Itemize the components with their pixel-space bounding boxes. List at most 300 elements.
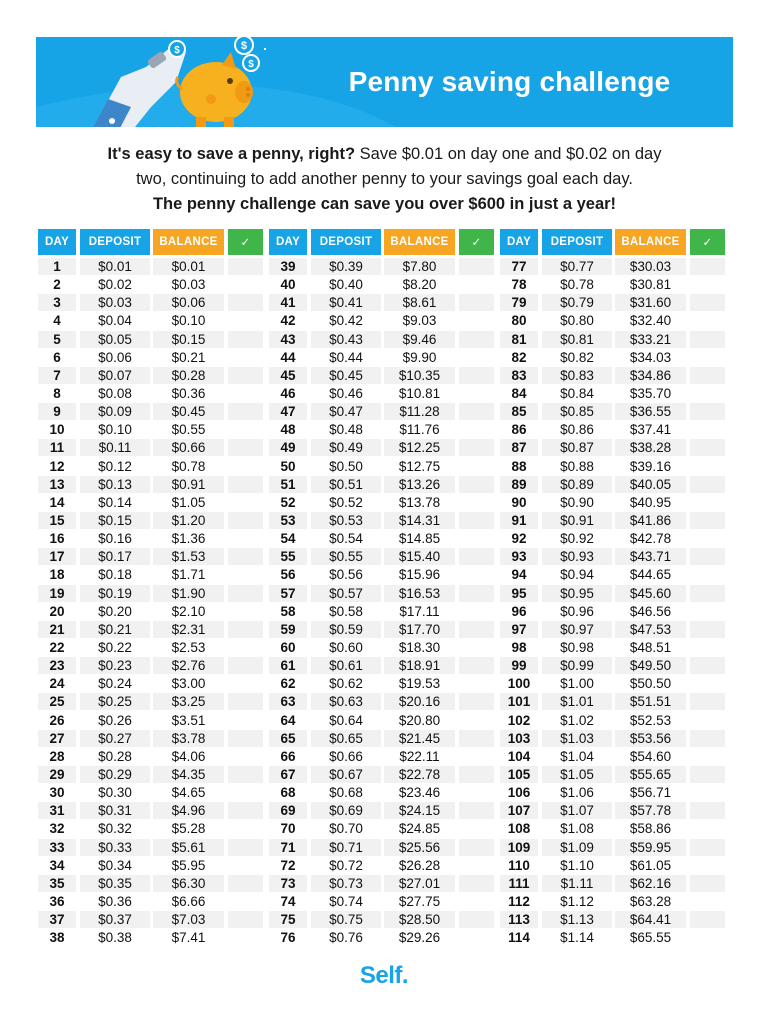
checkbox-cell[interactable]: [690, 784, 725, 801]
table-row: [38, 784, 263, 802]
balance-cell: $27.75: [398, 893, 441, 909]
table-row: [38, 603, 263, 621]
checkbox-cell[interactable]: [690, 585, 725, 602]
balance-cell: $15.40: [384, 548, 455, 565]
checkbox-cell[interactable]: [690, 748, 725, 765]
deposit-cell: $0.29: [80, 766, 150, 783]
checkbox-cell[interactable]: [459, 349, 494, 366]
balance-cell: $9.46: [384, 331, 455, 348]
balance-cell: $65.55: [629, 930, 672, 946]
balance-cell: $19.53: [398, 676, 441, 692]
deposit-cell: $0.50: [329, 458, 363, 474]
deposit-cell: $0.90: [560, 494, 594, 510]
header-day: DAY: [269, 229, 307, 255]
checkbox-cell[interactable]: [228, 476, 263, 493]
checkbox-cell[interactable]: [459, 294, 494, 311]
day-cell: 114: [508, 930, 530, 946]
checkbox-cell[interactable]: [690, 403, 725, 420]
deposit-cell: $0.76: [329, 930, 363, 946]
table-row: [269, 766, 494, 784]
day-cell: 13: [38, 476, 76, 493]
deposit-cell: $0.78: [560, 277, 594, 293]
checkbox-cell[interactable]: [690, 693, 725, 710]
balance-cell: $11.28: [384, 403, 455, 420]
deposit-cell: $0.18: [98, 567, 132, 583]
deposit-cell: $0.31: [80, 802, 150, 819]
checkbox-cell[interactable]: [459, 331, 494, 348]
table-row: [38, 312, 263, 330]
checkbox-cell[interactable]: [690, 911, 725, 928]
checkbox-cell[interactable]: [459, 367, 494, 384]
intro-line-1-rest: Save $0.01 on day one and $0.02 on day: [355, 145, 662, 163]
balance-cell: $24.15: [384, 802, 455, 819]
day-cell: 95: [500, 585, 538, 602]
checkbox-cell[interactable]: [228, 530, 263, 547]
table-rows: [500, 258, 725, 947]
balance-cell: $26.28: [398, 857, 441, 873]
deposit-cell: $0.80: [560, 313, 594, 329]
day-cell: 87: [500, 439, 538, 456]
deposit-cell: $0.77: [542, 258, 612, 275]
table-row: [38, 512, 263, 530]
table-row: [38, 494, 263, 512]
balance-cell: $10.81: [398, 385, 441, 401]
balance-cell: $0.01: [153, 258, 224, 275]
day-cell: 93: [500, 548, 538, 565]
day-cell: 19: [38, 585, 76, 602]
day-cell: 5: [38, 331, 76, 348]
checkbox-cell[interactable]: [459, 893, 494, 910]
day-cell: 110: [508, 857, 530, 873]
checkbox-cell[interactable]: [228, 385, 263, 402]
table-row: [269, 911, 494, 929]
table-row: [269, 312, 494, 330]
checkbox-cell[interactable]: [459, 621, 494, 638]
balance-cell: $44.65: [629, 567, 672, 583]
balance-cell: $7.03: [153, 911, 224, 928]
balance-cell: $64.41: [615, 911, 686, 928]
deposit-cell: $0.03: [80, 294, 150, 311]
deposit-cell: $1.06: [560, 785, 594, 801]
table-row: [38, 875, 263, 893]
table-row: [269, 512, 494, 530]
balance-cell: $12.25: [384, 439, 455, 456]
balance-cell: $39.16: [629, 458, 672, 474]
checkbox-cell[interactable]: [690, 476, 725, 493]
balance-cell: $63.28: [629, 893, 672, 909]
table-row: [269, 784, 494, 802]
checkbox-cell[interactable]: [690, 367, 725, 384]
checkbox-cell[interactable]: [459, 258, 494, 275]
day-cell: 111: [500, 875, 538, 892]
deposit-cell: $0.16: [98, 531, 132, 547]
checkbox-cell[interactable]: [690, 712, 725, 729]
checkbox-cell[interactable]: [459, 639, 494, 656]
balance-cell: $40.95: [629, 494, 672, 510]
table-row: [38, 820, 263, 838]
checkbox-cell[interactable]: [459, 911, 494, 928]
balance-cell: $55.65: [615, 766, 686, 783]
day-cell: 71: [269, 839, 307, 856]
day-cell: 103: [500, 730, 538, 747]
checkbox-cell[interactable]: [228, 675, 263, 692]
deposit-cell: $0.71: [311, 839, 381, 856]
table-row: [38, 276, 263, 294]
checkbox-cell[interactable]: [228, 367, 263, 384]
checkbox-cell[interactable]: [690, 893, 725, 910]
table-row: [38, 657, 263, 675]
checkbox-cell[interactable]: [459, 730, 494, 747]
checkbox-cell[interactable]: [459, 712, 494, 729]
checkbox-cell[interactable]: [228, 458, 263, 475]
checkbox-cell[interactable]: [459, 748, 494, 765]
deposit-cell: $1.10: [560, 857, 594, 873]
checkbox-cell[interactable]: [459, 530, 494, 547]
balance-cell: $56.71: [629, 785, 672, 801]
checkbox-cell[interactable]: [228, 276, 263, 293]
balance-cell: $8.61: [384, 294, 455, 311]
balance-cell: $30.03: [615, 258, 686, 275]
table-row: [500, 603, 725, 621]
table-row: [500, 548, 725, 566]
table-row: [269, 875, 494, 893]
deposit-cell: $0.51: [311, 476, 381, 493]
checkbox-cell[interactable]: [228, 403, 263, 420]
checkbox-cell[interactable]: [690, 421, 725, 438]
balance-cell: $1.53: [153, 548, 224, 565]
checkbox-cell[interactable]: [459, 476, 494, 493]
table-row: [38, 766, 263, 784]
checkbox-cell[interactable]: [459, 276, 494, 293]
checkbox-cell[interactable]: [690, 820, 725, 837]
checkbox-cell[interactable]: [690, 566, 725, 583]
checkbox-cell[interactable]: [459, 512, 494, 529]
deposit-cell: $0.62: [329, 676, 363, 692]
table-row: [269, 748, 494, 766]
table-row: [38, 476, 263, 494]
checkbox-cell[interactable]: [228, 875, 263, 892]
header-balance: BALANCE: [615, 229, 686, 255]
day-cell: 86: [511, 422, 527, 438]
checkbox-cell[interactable]: [459, 439, 494, 456]
checkbox-cell[interactable]: [690, 839, 725, 856]
table-row: [269, 403, 494, 421]
checkbox-cell[interactable]: [228, 839, 263, 856]
checkbox-cell[interactable]: [228, 893, 263, 910]
deposit-cell: $0.58: [329, 603, 363, 619]
day-cell: 17: [38, 548, 76, 565]
checkbox-cell[interactable]: [459, 857, 494, 874]
checkbox-cell[interactable]: [459, 820, 494, 837]
checkbox-cell[interactable]: [228, 312, 263, 329]
checkbox-cell[interactable]: [228, 929, 263, 946]
checkbox-cell[interactable]: [459, 929, 494, 946]
balance-cell: $62.16: [615, 875, 686, 892]
day-cell: 1: [38, 258, 76, 275]
checkbox-cell[interactable]: [459, 875, 494, 892]
deposit-cell: $0.65: [311, 730, 381, 747]
checkbox-cell[interactable]: [690, 730, 725, 747]
checkbox-cell[interactable]: [228, 439, 263, 456]
checkbox-cell[interactable]: [690, 276, 725, 293]
deposit-cell: $1.11: [542, 875, 612, 892]
balance-cell: $24.85: [398, 821, 441, 837]
table-row: [500, 385, 725, 403]
checkbox-cell[interactable]: [690, 385, 725, 402]
checkbox-cell[interactable]: [459, 603, 494, 620]
checkbox-cell[interactable]: [459, 585, 494, 602]
day-cell: 104: [507, 748, 531, 764]
table-row: [500, 276, 725, 294]
deposit-cell: $0.05: [80, 331, 150, 348]
deposit-cell: $0.42: [329, 313, 363, 329]
day-cell: 88: [511, 458, 527, 474]
checkbox-cell[interactable]: [228, 494, 263, 511]
table-row: [38, 621, 263, 639]
table-row: [38, 548, 263, 566]
balance-cell: $1.71: [171, 567, 206, 583]
balance-cell: $40.05: [615, 476, 686, 493]
balance-cell: $23.46: [398, 785, 441, 801]
checkbox-cell[interactable]: [690, 331, 725, 348]
deposit-cell: $0.49: [311, 439, 381, 456]
table-row: [269, 494, 494, 512]
deposit-cell: $0.73: [311, 875, 381, 892]
checkbox-cell[interactable]: [690, 621, 725, 638]
table-row: [38, 802, 263, 820]
checkbox-cell[interactable]: [690, 802, 725, 819]
deposit-cell: $0.95: [542, 585, 612, 602]
table-row: [500, 476, 725, 494]
checkbox-cell[interactable]: [459, 802, 494, 819]
table-row: [38, 421, 263, 439]
deposit-cell: $0.94: [560, 567, 594, 583]
checkbox-cell[interactable]: [690, 512, 725, 529]
balance-cell: $45.60: [615, 585, 686, 602]
balance-cell: $1.36: [171, 531, 206, 547]
deposit-cell: $0.61: [311, 657, 381, 674]
balance-cell: $28.50: [384, 911, 455, 928]
deposit-cell: $0.38: [98, 930, 132, 946]
checkbox-cell[interactable]: [228, 657, 263, 674]
checkbox-cell[interactable]: [228, 512, 263, 529]
table-row: [269, 603, 494, 621]
day-cell: 83: [500, 367, 538, 384]
checkbox-cell[interactable]: [459, 693, 494, 710]
day-cell: 55: [269, 548, 307, 565]
checkbox-cell[interactable]: [228, 566, 263, 583]
checkbox-cell[interactable]: [690, 639, 725, 656]
day-cell: 26: [49, 712, 65, 728]
checkbox-cell[interactable]: [228, 911, 263, 928]
checkbox-cell[interactable]: [459, 766, 494, 783]
deposit-cell: $0.97: [542, 621, 612, 638]
balance-cell: $34.86: [615, 367, 686, 384]
checkbox-cell[interactable]: [228, 621, 263, 638]
checkbox-cell[interactable]: [228, 421, 263, 438]
checkbox-cell[interactable]: [228, 784, 263, 801]
deposit-cell: $0.59: [311, 621, 381, 638]
balance-cell: $33.21: [615, 331, 686, 348]
balance-cell: $41.86: [615, 512, 686, 529]
checkbox-cell[interactable]: [459, 548, 494, 565]
deposit-cell: $0.88: [560, 458, 594, 474]
checkbox-cell[interactable]: [690, 857, 725, 874]
deposit-cell: $0.11: [80, 439, 150, 456]
checkbox-cell[interactable]: [459, 403, 494, 420]
table-row: [38, 439, 263, 457]
checkbox-cell[interactable]: [228, 820, 263, 837]
day-cell: 98: [511, 639, 527, 655]
deposit-cell: $0.17: [80, 548, 150, 565]
table-row: [38, 294, 263, 312]
balance-cell: $7.80: [384, 258, 455, 275]
day-cell: 12: [49, 458, 65, 474]
deposit-cell: $0.06: [98, 349, 132, 365]
deposit-cell: $0.09: [80, 403, 150, 420]
balance-cell: $14.31: [384, 512, 455, 529]
balance-cell: $0.03: [171, 277, 206, 293]
deposit-cell: $0.08: [98, 385, 132, 401]
table-column-2: [269, 229, 494, 947]
svg-text:$: $: [174, 45, 180, 56]
checkbox-cell[interactable]: [690, 657, 725, 674]
checkbox-cell[interactable]: [690, 875, 725, 892]
checkbox-cell[interactable]: [228, 548, 263, 565]
checkbox-cell[interactable]: [228, 766, 263, 783]
checkbox-cell[interactable]: [690, 603, 725, 620]
balance-cell: $3.51: [171, 712, 206, 728]
balance-cell: $50.50: [629, 676, 672, 692]
deposit-cell: $0.39: [311, 258, 381, 275]
day-cell: 102: [507, 712, 531, 728]
table-row: [500, 802, 725, 820]
day-cell: 96: [511, 603, 527, 619]
balance-cell: $6.66: [171, 893, 206, 909]
checkbox-cell[interactable]: [459, 494, 494, 511]
deposit-cell: $1.12: [560, 893, 594, 909]
checkbox-cell[interactable]: [228, 857, 263, 874]
checkbox-cell[interactable]: [228, 730, 263, 747]
table-row: [38, 730, 263, 748]
day-cell: 101: [500, 693, 538, 710]
checkbox-cell[interactable]: [459, 421, 494, 438]
checkbox-cell[interactable]: [459, 657, 494, 674]
table-row: [500, 331, 725, 349]
checkbox-cell[interactable]: [459, 385, 494, 402]
checkbox-cell[interactable]: [459, 458, 494, 475]
day-cell: 79: [500, 294, 538, 311]
checkbox-cell[interactable]: [228, 712, 263, 729]
checkbox-cell[interactable]: [228, 802, 263, 819]
table-row: [500, 258, 725, 276]
deposit-cell: $0.53: [311, 512, 381, 529]
checkbox-cell[interactable]: [228, 331, 263, 348]
day-cell: 3: [38, 294, 76, 311]
day-cell: 41: [269, 294, 307, 311]
deposit-cell: $0.52: [329, 494, 363, 510]
table-row: [269, 385, 494, 403]
table-row: [269, 712, 494, 730]
checkbox-cell[interactable]: [459, 566, 494, 583]
checkbox-cell[interactable]: [690, 294, 725, 311]
checkbox-cell[interactable]: [228, 693, 263, 710]
balance-cell: $16.53: [384, 585, 455, 602]
deposit-cell: $0.07: [80, 367, 150, 384]
balance-cell: $18.91: [384, 657, 455, 674]
table-row: [38, 585, 263, 603]
balance-cell: $38.28: [615, 439, 686, 456]
balance-cell: $0.55: [171, 422, 206, 438]
checkbox-cell[interactable]: [228, 349, 263, 366]
day-cell: 36: [49, 893, 65, 909]
deposit-cell: $1.03: [542, 730, 612, 747]
table-row: [269, 621, 494, 639]
balance-cell: $49.50: [615, 657, 686, 674]
checkbox-cell[interactable]: [228, 639, 263, 656]
checkmark-icon: ✓: [459, 229, 494, 255]
table-rows: [269, 258, 494, 947]
checkbox-cell[interactable]: [459, 312, 494, 329]
checkbox-cell[interactable]: [690, 439, 725, 456]
day-cell: 80: [511, 313, 527, 329]
checkbox-cell[interactable]: [690, 258, 725, 275]
checkbox-cell[interactable]: [690, 530, 725, 547]
checkbox-cell[interactable]: [690, 349, 725, 366]
deposit-cell: $0.13: [80, 476, 150, 493]
balance-cell: $22.78: [384, 766, 455, 783]
deposit-cell: $0.64: [329, 712, 363, 728]
table-row: [38, 748, 263, 766]
deposit-cell: $0.63: [311, 693, 381, 710]
checkbox-cell[interactable]: [459, 675, 494, 692]
checkbox-cell[interactable]: [228, 585, 263, 602]
deposit-cell: $1.09: [542, 839, 612, 856]
table-row: [500, 766, 725, 784]
table-row: [269, 820, 494, 838]
table-row: [500, 893, 725, 911]
checkbox-cell[interactable]: [459, 784, 494, 801]
checkbox-cell[interactable]: [690, 494, 725, 511]
balance-cell: $4.35: [153, 766, 224, 783]
checkbox-cell[interactable]: [690, 929, 725, 946]
checkbox-cell[interactable]: [690, 766, 725, 783]
checkbox-cell[interactable]: [690, 458, 725, 475]
checkbox-cell[interactable]: [690, 312, 725, 329]
checkbox-cell[interactable]: [459, 839, 494, 856]
day-cell: 43: [269, 331, 307, 348]
checkbox-cell[interactable]: [228, 748, 263, 765]
intro-line-3: [36, 192, 733, 217]
balance-cell: $0.10: [171, 313, 206, 329]
deposit-cell: $0.40: [329, 277, 363, 293]
checkbox-cell[interactable]: [690, 548, 725, 565]
checkmark-icon: ✓: [228, 229, 263, 255]
checkbox-cell[interactable]: [228, 294, 263, 311]
deposit-cell: $0.70: [329, 821, 363, 837]
day-cell: 49: [269, 439, 307, 456]
day-cell: 82: [511, 349, 527, 365]
checkbox-cell[interactable]: [228, 258, 263, 275]
table-row: [269, 893, 494, 911]
balance-cell: $20.16: [384, 693, 455, 710]
checkbox-cell[interactable]: [690, 675, 725, 692]
checkbox-cell[interactable]: [228, 603, 263, 620]
balance-cell: $53.56: [615, 730, 686, 747]
deposit-cell: $1.02: [560, 712, 594, 728]
day-cell: 28: [49, 748, 65, 764]
balance-cell: $43.71: [615, 548, 686, 565]
